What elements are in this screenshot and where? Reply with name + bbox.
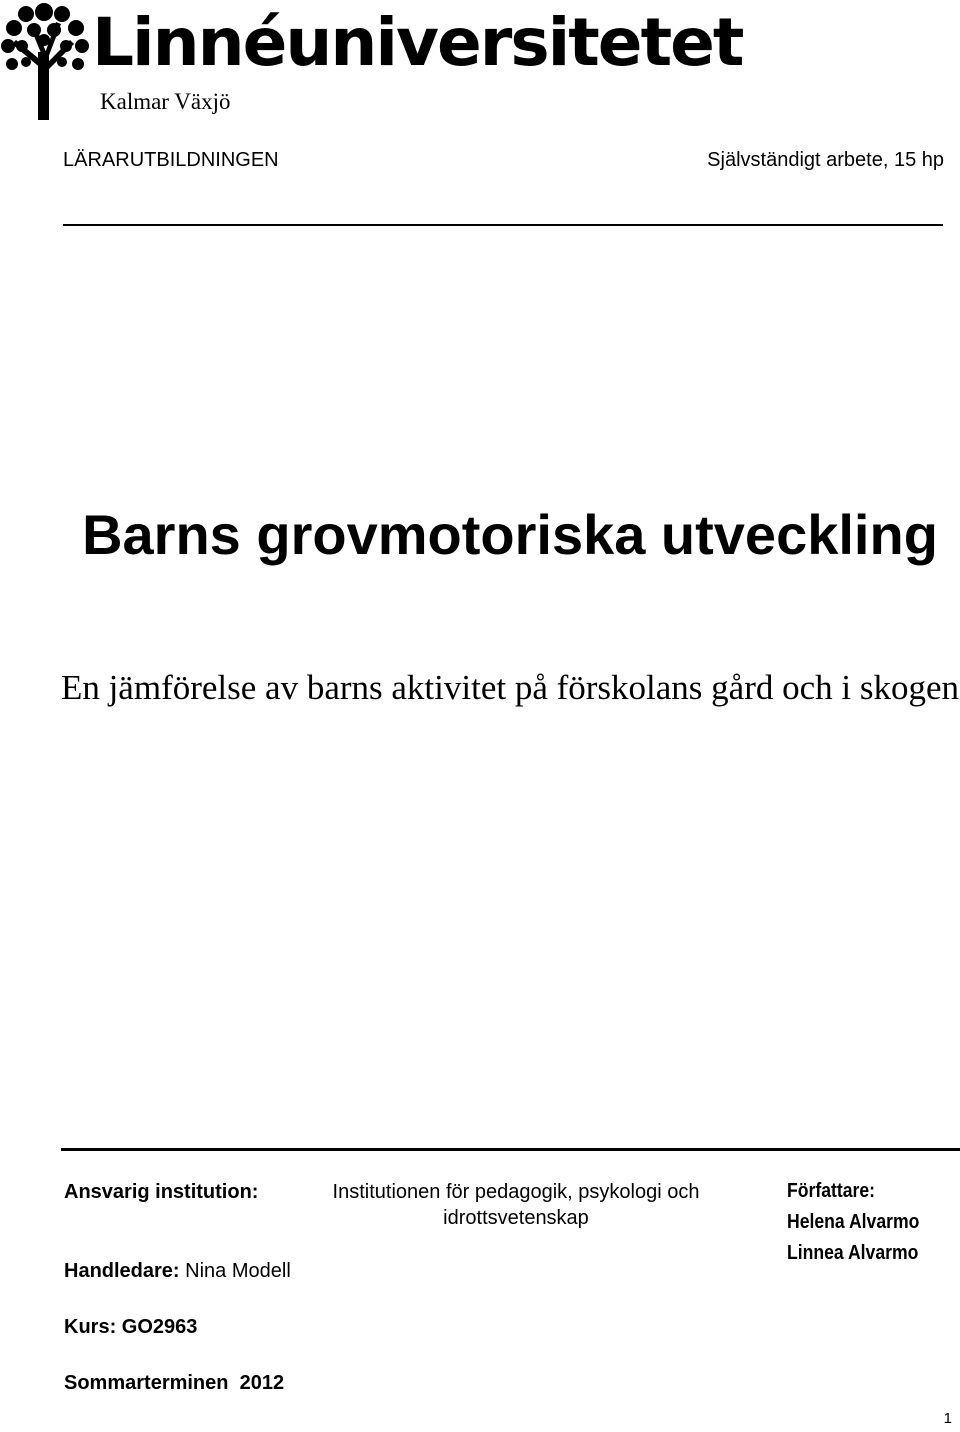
thesis-subtitle: En jämförelse av barns aktivitet på förskolans gård och i skogen <box>60 668 960 707</box>
supervisor-value: Nina Modell <box>185 1260 291 1282</box>
authors-label: Författare: <box>787 1180 876 1202</box>
institution-label: Ansvarig institution: <box>64 1181 259 1203</box>
supervisor-line <box>64 1258 291 1284</box>
authors-block <box>787 1176 919 1269</box>
thesis-title: Barns grovmotoriska utveckling <box>82 503 938 566</box>
logo-wordmark: Linnéuniversitetet <box>92 4 743 81</box>
logo-campus: Kalmar Växjö <box>100 89 231 114</box>
supervisor-label: Handledare: <box>64 1260 180 1282</box>
term: Sommarterminen 2012 <box>64 1372 285 1394</box>
course-line <box>64 1314 197 1340</box>
tree-icon <box>0 0 92 122</box>
course-value: GO2963 <box>121 1316 198 1338</box>
university-logo <box>0 0 743 130</box>
author-name: Helena Alvarmo <box>787 1211 920 1233</box>
header-divider <box>63 224 943 226</box>
page-number: 1 <box>943 1410 952 1427</box>
author-name: Linnea Alvarmo <box>787 1242 919 1264</box>
course-label: Kurs: <box>64 1316 117 1338</box>
institution-value: Institutionen för pedagogik, psykologi och idrottsvetenskap <box>332 1181 700 1229</box>
program-name: LÄRARUTBILDNINGEN <box>63 149 279 171</box>
course-type: Självständigt arbete, 15 hp <box>707 149 944 171</box>
info-divider <box>61 1148 960 1151</box>
